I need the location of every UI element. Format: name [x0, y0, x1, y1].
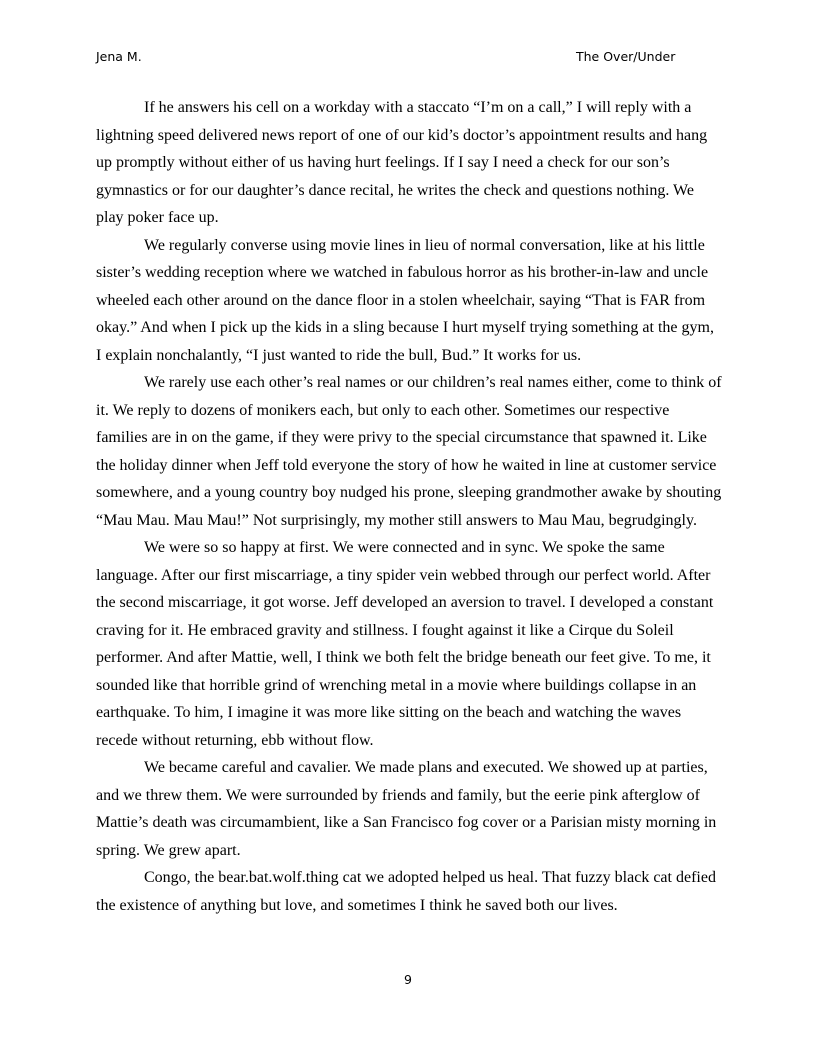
header-title: The Over/Under: [576, 49, 676, 64]
page-number: 9: [404, 972, 412, 987]
paragraph: We were so so happy at first. We were connected and in sync. We spoke the same language. After our first miscarriage, a tiny spider vein webbed through our perfect world. After the second miscarriage, it got worse. Jeff developed an aversion to travel. I developed a constant craving for it. He embraced gravity and stillness. I fought against it like a Cirque du Soleil performer. And after Mattie, well, I think we both felt the bridge beneath our feet give. To me, it sounded like that horrible grind of wrenching metal in a movie where buildings collapse in an earthquake. To him, I imagine it was more like sitting on the beach and watching the waves recede without returning, ebb without flow.: [96, 539, 714, 749]
header-author: Jena M.: [96, 49, 142, 64]
body-text: [96, 94, 722, 919]
paragraph: We rarely use each other’s real names or our children’s real names either, come to think of it. We reply to dozens of monikers each, but only to each other. Sometimes our respective families are in on the game, if they were privy to the special circumstance that spawned it. Like the holiday dinner when Jeff told everyone the story of how he waited in line at customer service somewhere, and a young country boy nudged his prone, sleeping grandmother awake by shouting “Mau Mau. Mau Mau!” Not surprisingly, my mother still answers to Mau Mau, begrudgingly.: [96, 374, 722, 529]
paragraph: We regularly converse using movie lines in lieu of normal conversation, like at his little sister’s wedding reception where we watched in fabulous horror as his brother-in-law and uncle wheeled each other around on the dance floor in a stolen wheelchair, saying “That is FAR from okay.” And when I pick up the kids in a sling because I hurt myself trying something at the gym, I explain nonchalantly, “I just wanted to ride the bull, Bud.” It works for us.: [96, 236, 714, 364]
paragraph: If he answers his cell on a workday with a staccato “I’m on a call,” I will reply with a lightning speed delivered news report of one of our kid’s doctor’s appointment results and hang up promptly without either of us having hurt feelings. If I say I need a check for our son’s gymnastics or for our daughter’s dance recital, he writes the check and questions nothing. We play poker face up.: [96, 99, 708, 226]
paragraph: We became careful and cavalier. We made plans and executed. We showed up at parties, and we threw them. We were surrounded by friends and family, but the eerie pink afterglow of Mattie’s death was circumambient, like a San Francisco fog cover or a Parisian misty morning in spring. We grew apart.: [96, 759, 717, 859]
paragraph: Congo, the bear.bat.wolf.thing cat we adopted helped us heal. That fuzzy black cat defied the existence of anything but love, and sometimes I think he saved both our lives.: [96, 869, 716, 914]
